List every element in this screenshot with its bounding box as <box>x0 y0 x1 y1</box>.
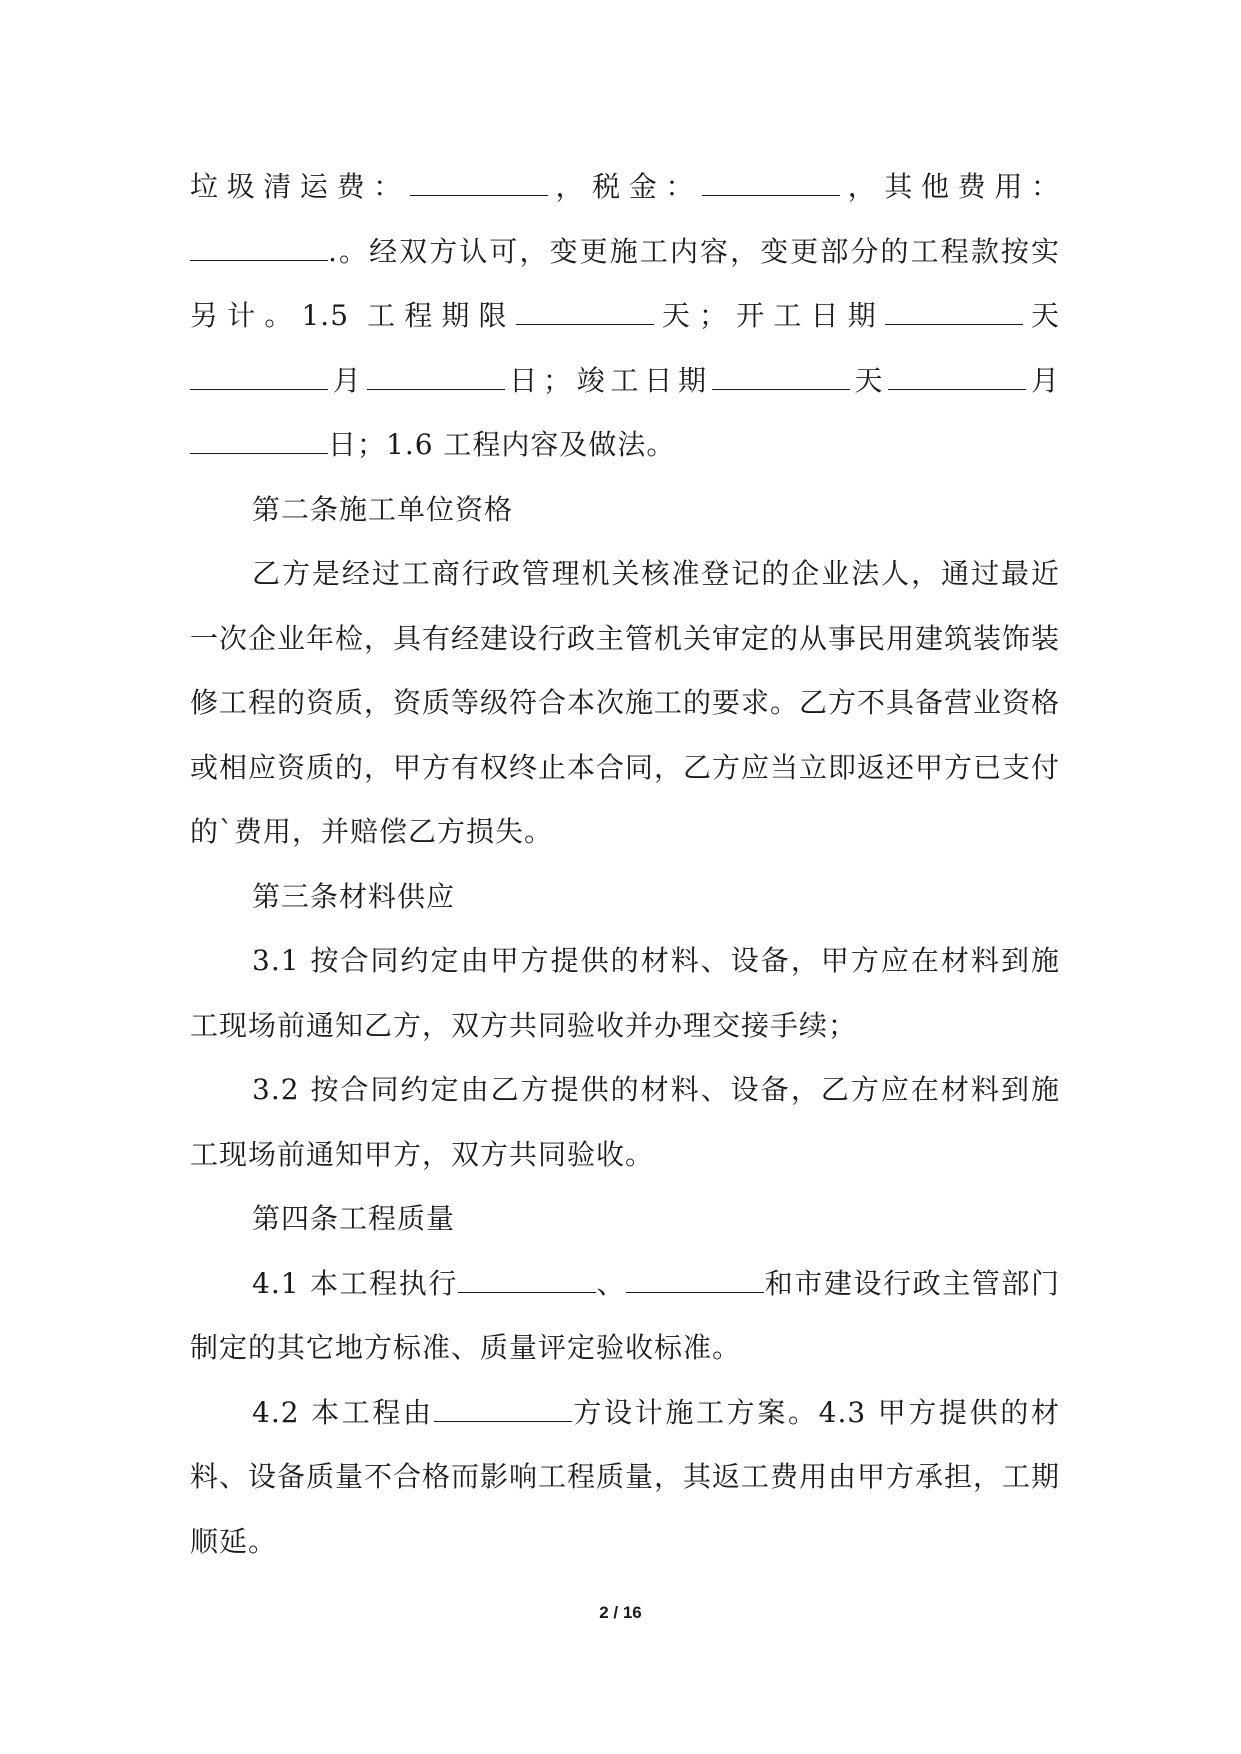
paragraph-text: 天 <box>1022 299 1060 332</box>
paragraph <box>190 155 1060 478</box>
paragraph-text: 3.2 按合同约定由乙方提供的材料、设备，乙方应在材料到施工现场前通知甲方，双方共同验收。 <box>190 1073 1060 1171</box>
fill-in-blank <box>190 367 328 390</box>
fill-in-blank <box>434 1399 572 1422</box>
paragraph <box>190 1381 1060 1575</box>
paragraph-text: ，税金： <box>547 170 703 203</box>
paragraph-text: 3.1 按合同约定由甲方提供的材料、设备，甲方应在材料到施工现场前通知乙方，双方共同验收并办理交接手续； <box>190 944 1060 1042</box>
fill-in-blank <box>190 238 328 261</box>
paragraph <box>190 1187 1060 1252</box>
fill-in-blank <box>367 367 505 390</box>
paragraph <box>190 929 1060 1058</box>
fill-in-blank <box>888 367 1026 390</box>
fill-in-blank <box>712 367 850 390</box>
fill-in-blank <box>702 173 840 196</box>
paragraph-text: 垃圾清运费： <box>190 170 410 203</box>
paragraph-text: 月 <box>328 363 367 397</box>
fill-in-blank <box>190 431 328 454</box>
fill-in-blank <box>626 1270 764 1293</box>
fill-in-blank <box>885 302 1023 325</box>
fill-in-blank <box>516 302 654 325</box>
paragraph-text: 4.1 本工程执行 <box>252 1266 458 1300</box>
fill-in-blank <box>410 173 548 196</box>
paragraph-text: 日；1.6 工程内容及做法。 <box>328 428 676 461</box>
paragraph <box>190 865 1060 930</box>
paragraph-text: 月 <box>1026 363 1060 397</box>
page-number: 2 / 16 <box>599 1603 642 1622</box>
paragraph <box>190 478 1060 543</box>
paragraph-text: ，其他费用： <box>840 170 1060 203</box>
fill-in-blank <box>458 1270 596 1293</box>
paragraph <box>190 542 1060 865</box>
document-body <box>190 155 1060 1574</box>
paragraph-text: 第三条材料供应 <box>252 879 456 913</box>
paragraph-text: 乙方是经过工商行政管理机关核准登记的企业法人，通过最近一次企业年检，具有经建设行政主管机关审定的从事民用建筑装饰装修工程的资质，资质等级符合本次施工的要求。乙方不具备营业资格或相应资质的，甲方有权终止本合同，乙方应当立即返还甲方已支付的`费用，并赔偿乙方损失。 <box>190 557 1061 848</box>
paragraph-text: 方设计施工方案。4.3 甲方提供的材料、设备质量不合格而影响工程质量，其返工费用由甲方承担，工期顺延。 <box>190 1395 1061 1558</box>
paragraph <box>190 1252 1060 1381</box>
paragraph-text: 第二条施工单位资格 <box>252 492 514 526</box>
paragraph-text: .。经双方认可，变更施工内容，变更部分的工程款按实另计。1.5 工程期限 <box>190 234 1060 332</box>
paragraph-text: 、 <box>595 1266 627 1300</box>
paragraph-text: 日；竣工日期 <box>504 363 712 397</box>
paragraph <box>190 1058 1060 1187</box>
paragraph-text: 4.2 本工程由 <box>252 1395 434 1429</box>
paragraph-text: 第四条工程质量 <box>252 1202 456 1235</box>
paragraph-text: 天；开工日期 <box>653 299 885 332</box>
paragraph-text: 天 <box>849 363 889 397</box>
paragraph-text: 和市建设行政主管部门制定的其它地方标准、质量评定验收标准。 <box>190 1266 1060 1364</box>
